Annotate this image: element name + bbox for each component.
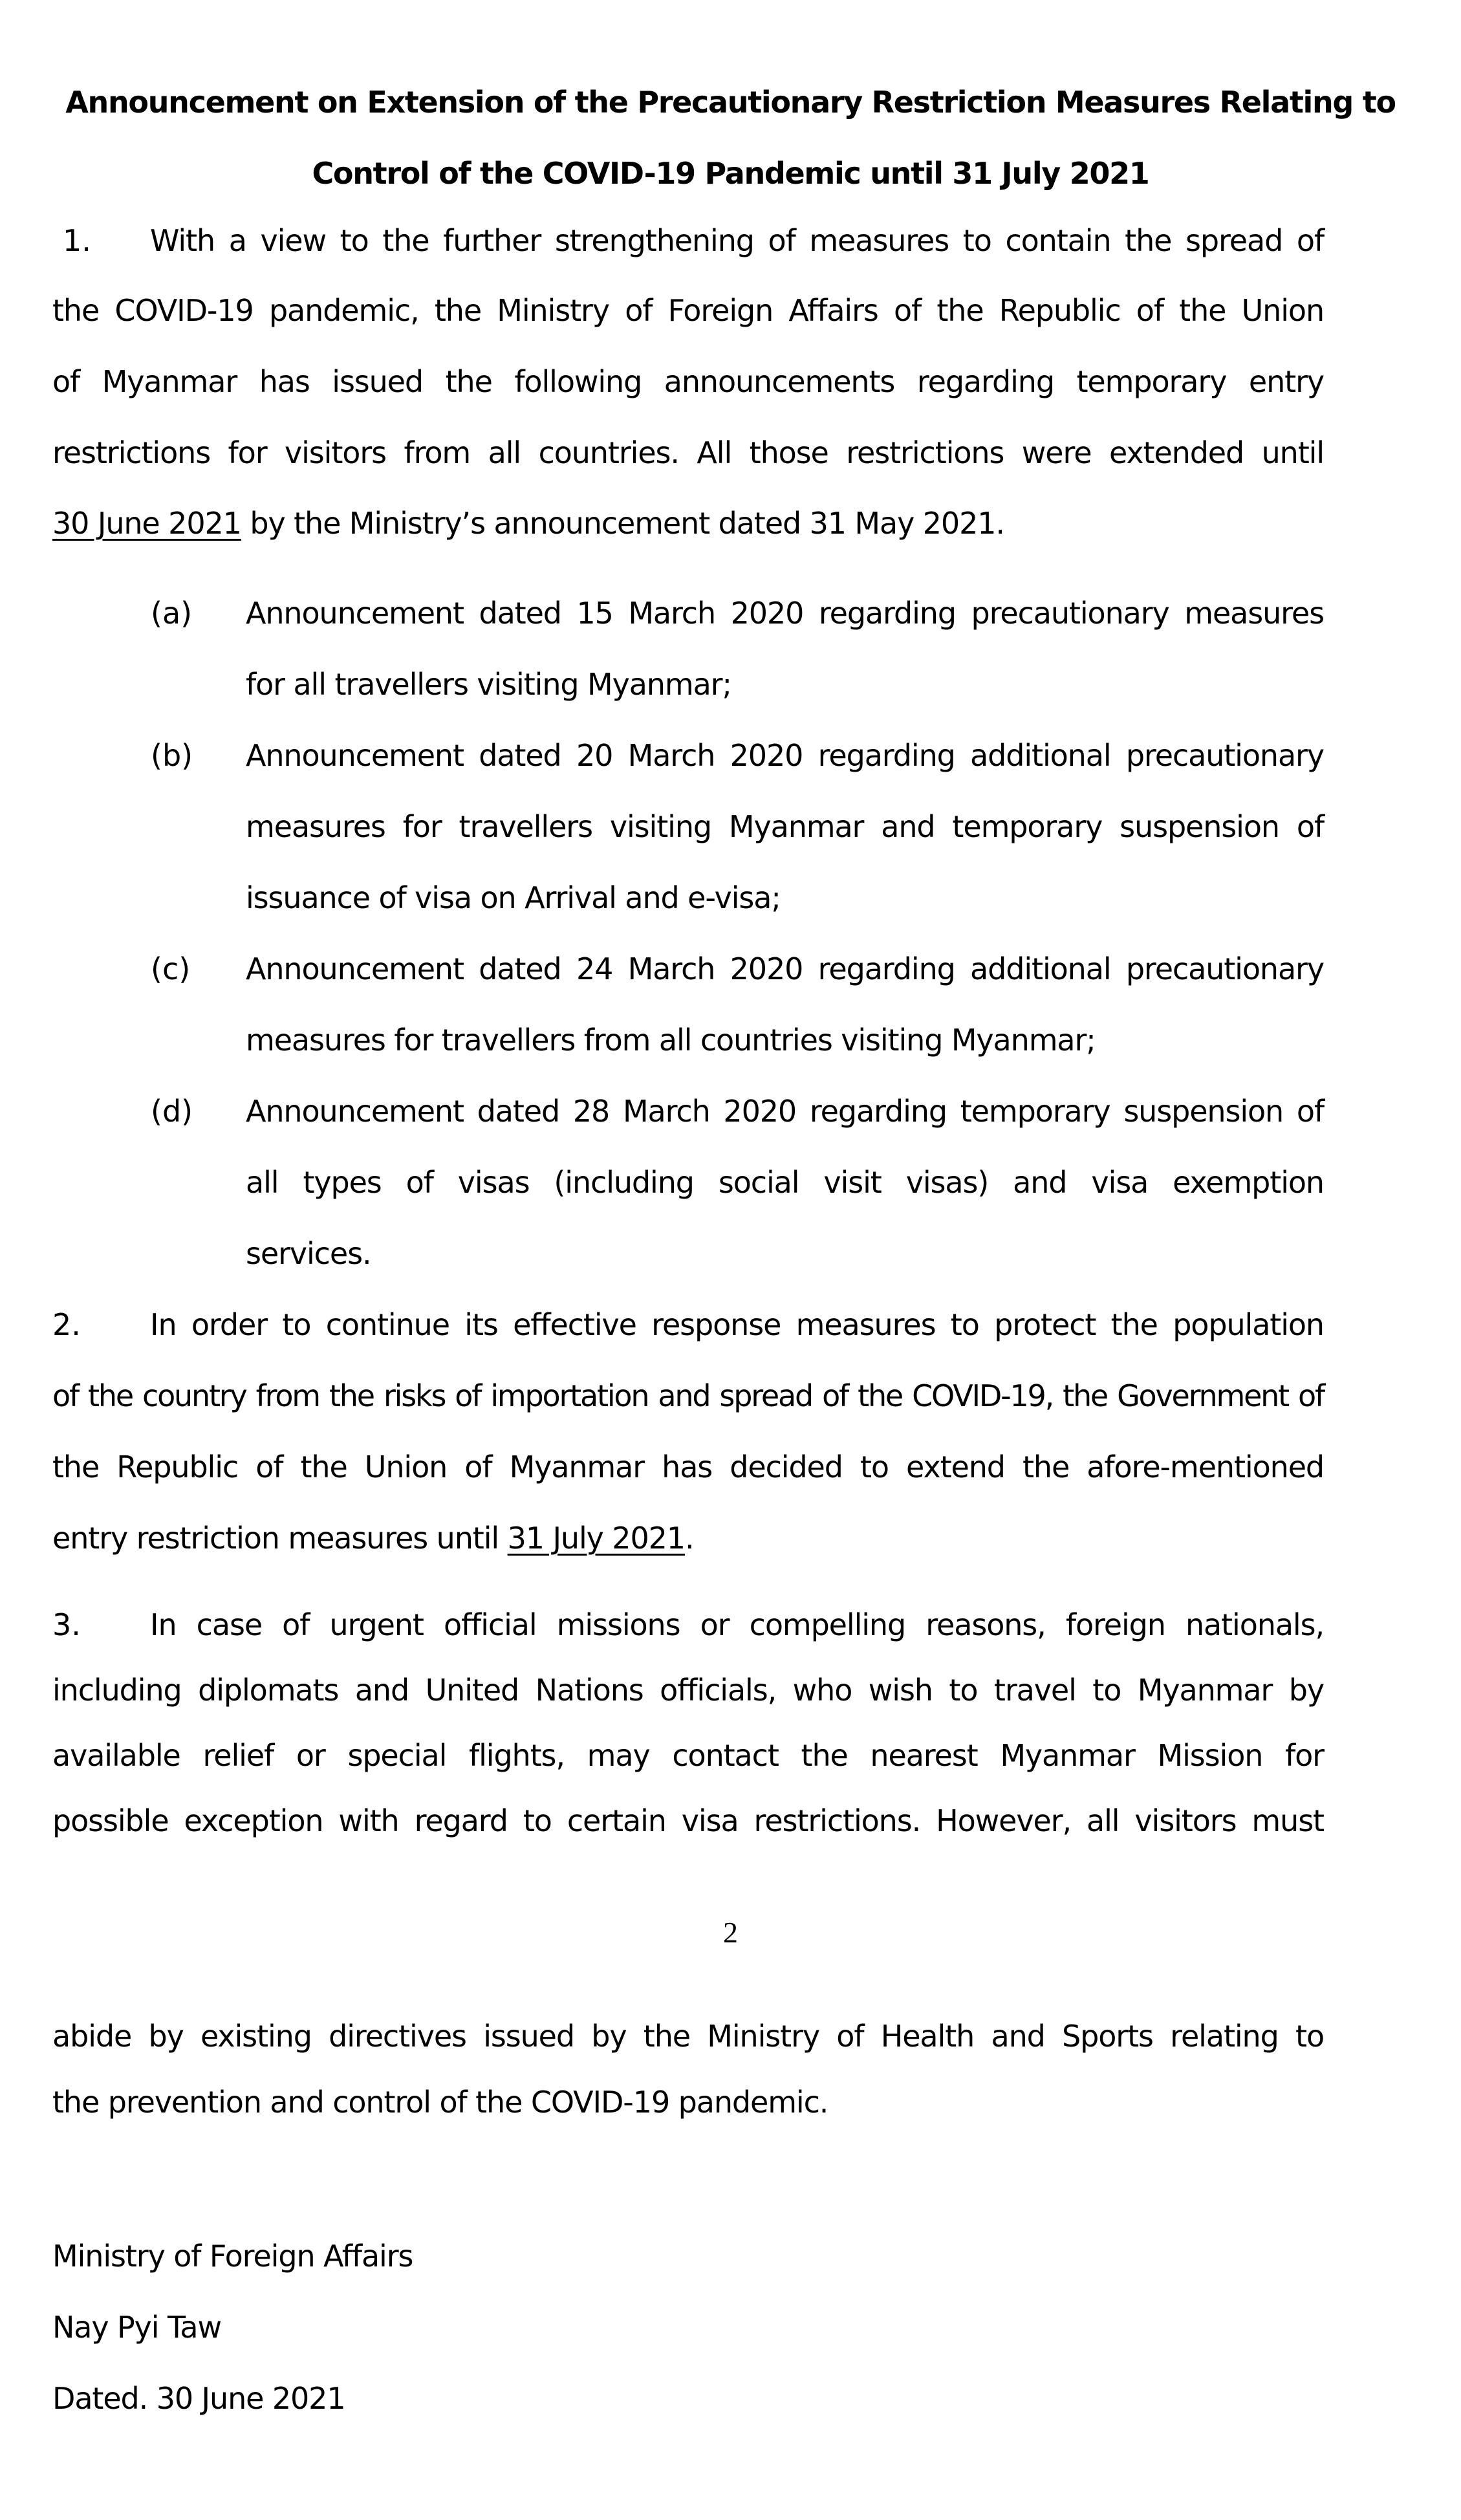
list-item-line: measures for travellers from all countries visiting Myanmar; [246, 1023, 1096, 1058]
list-item-line: all types of visas (including social visit visas) and visa exemption [246, 1165, 1324, 1200]
paragraph-line-text: entry restriction measures until [52, 1521, 508, 1556]
paragraph-line: available relief or special flights, may contact the nearest Myanmar Mission for [52, 1738, 1324, 1773]
paragraph-line: of the country from the risks of importation and spread of the COVID-19, the Government of [52, 1378, 1324, 1413]
list-item-line: issuance of visa on Arrival and e-visa; [246, 880, 781, 915]
issuer-location: Nay Pyi Taw [52, 2310, 222, 2345]
list-item-line: Announcement dated 24 March 2020 regarding additional precautionary [246, 951, 1324, 986]
list-item-line: for all travellers visiting Myanmar; [246, 667, 731, 702]
list-item-label: (d) [151, 1094, 193, 1129]
paragraph-line: including diplomats and United Nations officials, who wish to travel to Myanmar by [52, 1673, 1324, 1708]
list-item-line: Announcement dated 20 March 2020 regarding additional precautionary [246, 738, 1324, 773]
list-item-label: (b) [151, 738, 193, 773]
underlined-date: 30 June 2021 [52, 506, 241, 541]
paragraph-line: In case of urgent official missions or compelling reasons, foreign nationals, [150, 1607, 1324, 1642]
list-item-line: services. [246, 1236, 371, 1271]
paragraph-number: 1. [63, 223, 91, 258]
list-item-label: (a) [151, 596, 193, 631]
paragraph-line: With a view to the further strengthening of measures to contain the spread of [150, 223, 1324, 258]
paragraph-line: the prevention and control of the COVID-19 pandemic. [52, 2085, 828, 2120]
paragraph-number: 2. [52, 1307, 81, 1342]
paragraph-line [52, 1519, 1324, 1558]
underlined-date: 31 July 2021 [507, 1521, 685, 1556]
paragraph-line: restrictions for visitors from all countries. All those restrictions were extended until [52, 435, 1324, 470]
list-item-line: Announcement dated 15 March 2020 regarding precautionary measures [246, 596, 1324, 631]
paragraph-line-text: . [684, 1521, 694, 1556]
paragraph-line: the COVID-19 pandemic, the Ministry of Foreign Affairs of the Republic of the Union [52, 293, 1324, 328]
issue-date: Dated. 30 June 2021 [52, 2381, 345, 2416]
paragraph-line [52, 504, 1324, 543]
list-item-line: measures for travellers visiting Myanmar and temporary suspension of [246, 809, 1324, 844]
page-number: 2 [723, 1916, 738, 1949]
paragraph-line: of Myanmar has issued the following announcements regarding temporary entry [52, 364, 1324, 399]
paragraph-line: the Republic of the Union of Myanmar has decided to extend the afore-mentioned [52, 1450, 1324, 1484]
paragraph-number: 3. [52, 1607, 81, 1642]
list-item-label: (c) [151, 951, 191, 986]
document-title-line-1: Announcement on Extension of the Precautionary Restriction Measures Relating to [65, 85, 1396, 120]
paragraph-line: possible exception with regard to certain visa restrictions. However, all visitors must [52, 1803, 1324, 1838]
paragraph-line-text: by the Ministry’s announcement dated 31 May 2021. [241, 506, 1004, 541]
paragraph-line: abide by existing directives issued by the Ministry of Health and Sports relating to [52, 2019, 1324, 2054]
list-item-line: Announcement dated 28 March 2020 regarding temporary suspension of [246, 1094, 1324, 1129]
issuer-name: Ministry of Foreign Affairs [52, 2239, 413, 2274]
paragraph-line: In order to continue its effective response measures to protect the population [150, 1307, 1324, 1342]
document-title-line-2: Control of the COVID-19 Pandemic until 31 July 2021 [312, 156, 1149, 191]
